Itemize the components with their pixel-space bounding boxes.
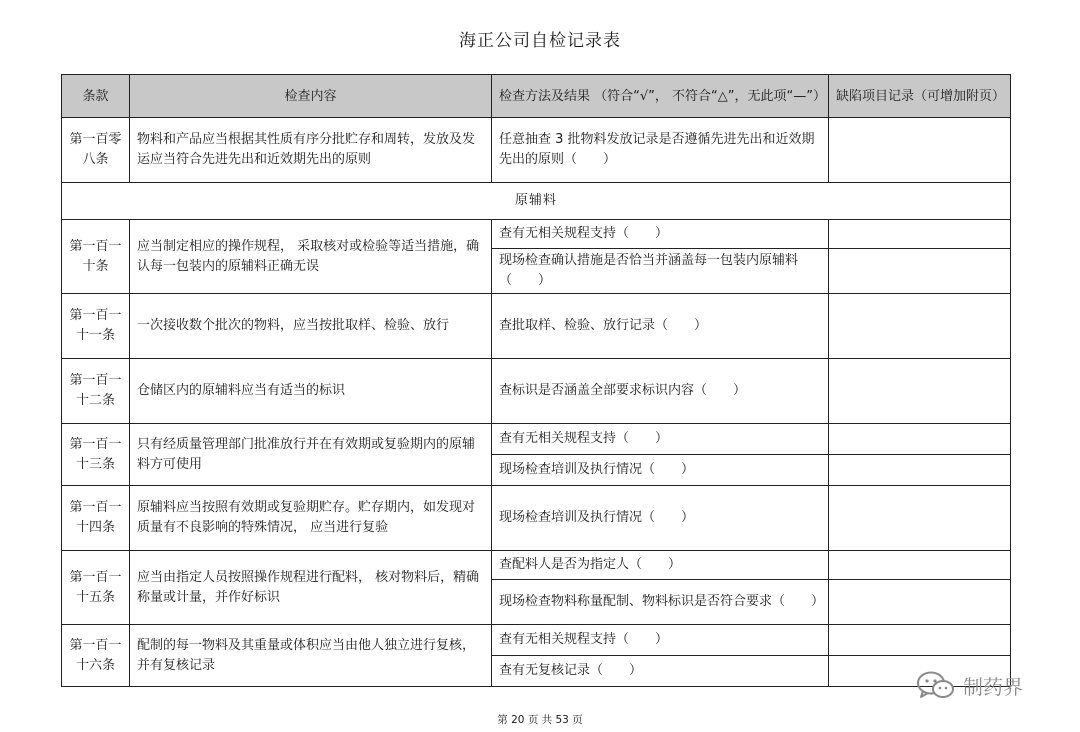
- header-defect: 缺陷项目记录（可增加附页）: [829, 75, 1011, 118]
- content-cell: 物料和产品应当根据其性质有序分批贮存和周转，发放及发运应当符合先进先出和近效期先出的原则: [130, 118, 492, 183]
- table-row: [62, 551, 1011, 580]
- clause-cell: 第一百一十一条: [62, 294, 130, 359]
- method-cell: 现场检查培训及执行情况（ ）: [492, 455, 829, 486]
- method-cell: 查有无复核记录（ ）: [492, 656, 829, 687]
- clause-cell: 第一百一十三条: [62, 424, 130, 486]
- clause-cell: 第一百一十条: [62, 220, 130, 294]
- defect-record-cell[interactable]: [829, 551, 1011, 580]
- watermark: [916, 670, 1023, 700]
- page-number: 第 20 页 共 53 页: [497, 714, 583, 726]
- clause-cell: 第一百一十二条: [62, 359, 130, 424]
- defect-record-cell[interactable]: [829, 625, 1011, 656]
- defect-record-cell[interactable]: [829, 359, 1011, 424]
- method-cell: 查有无相关规程支持（ ）: [492, 220, 829, 249]
- method-cell: 查有无相关规程支持（ ）: [492, 424, 829, 455]
- defect-record-cell[interactable]: [829, 486, 1011, 551]
- method-cell: 现场检查培训及执行情况（ ）: [492, 486, 829, 551]
- content-cell: 应当制定相应的操作规程， 采取核对或检验等适当措施，确认每一包装内的原辅料正确无误: [130, 220, 492, 294]
- defect-record-cell[interactable]: [829, 294, 1011, 359]
- header-clause: 条款: [62, 75, 130, 118]
- content-cell: 只有经质量管理部门批准放行并在有效期或复验期内的原辅料方可使用: [130, 424, 492, 486]
- defect-record-cell[interactable]: [829, 580, 1011, 625]
- method-cell: 现场检查物料称量配制、物料标识是否符合要求（ ）: [492, 580, 829, 625]
- table-row: [62, 625, 1011, 656]
- defect-record-cell[interactable]: [829, 220, 1011, 249]
- clause-cell: 第一百一十六条: [62, 625, 130, 687]
- content-cell: 应当由指定人员按照操作规程进行配料， 核对物料后，精确称量或计量，并作好标识: [130, 551, 492, 625]
- content-cell: 一次接收数个批次的物料，应当按批取样、检验、放行: [130, 294, 492, 359]
- method-cell: 查配料人是否为指定人（ ）: [492, 551, 829, 580]
- method-cell: 查标识是否涵盖全部要求标识内容（ ）: [492, 359, 829, 424]
- table-row: [62, 486, 1011, 551]
- content-cell: 仓储区内的原辅料应当有适当的标识: [130, 359, 492, 424]
- table-row: [62, 220, 1011, 249]
- content-cell: 配制的每一物料及其重量或体积应当由他人独立进行复核，并有复核记录: [130, 625, 492, 687]
- clause-cell: 第一百零八条: [62, 118, 130, 183]
- defect-record-cell[interactable]: [829, 455, 1011, 486]
- clause-cell: 第一百一十四条: [62, 486, 130, 551]
- section-row: [62, 183, 1011, 220]
- section-label: 原辅料: [62, 183, 1011, 220]
- defect-record-cell[interactable]: [829, 118, 1011, 183]
- self-inspection-table: [61, 74, 1011, 687]
- table-row: [62, 118, 1011, 183]
- watermark-text: 制药界: [963, 674, 1023, 699]
- page-title: 海正公司自检记录表: [459, 31, 621, 51]
- header-content: 检查内容: [130, 75, 492, 118]
- defect-record-cell[interactable]: [829, 424, 1011, 455]
- header-method: 检查方法及结果 （符合“√”， 不符合“△”，无此项“—”）: [492, 75, 829, 118]
- method-cell: 现场检查确认措施是否恰当并涵盖每一包装内原辅料（ ）: [492, 249, 829, 294]
- defect-record-cell[interactable]: [829, 249, 1011, 294]
- table-row: [62, 294, 1011, 359]
- method-cell: 查批取样、检验、放行记录（ ）: [492, 294, 829, 359]
- method-cell: 查有无相关规程支持（ ）: [492, 625, 829, 656]
- method-cell: 任意抽查 3 批物料发放记录是否遵循先进先出和近效期先出的原则（ ）: [492, 118, 829, 183]
- header-row: [62, 75, 1011, 118]
- table-row: [62, 359, 1011, 424]
- wechat-icon: [916, 670, 956, 700]
- table-row: [62, 424, 1011, 455]
- clause-cell: 第一百一十五条: [62, 551, 130, 625]
- content-cell: 原辅料应当按照有效期或复验期贮存。贮存期内，如发现对质量有不良影响的特殊情况， 应当进行复验: [130, 486, 492, 551]
